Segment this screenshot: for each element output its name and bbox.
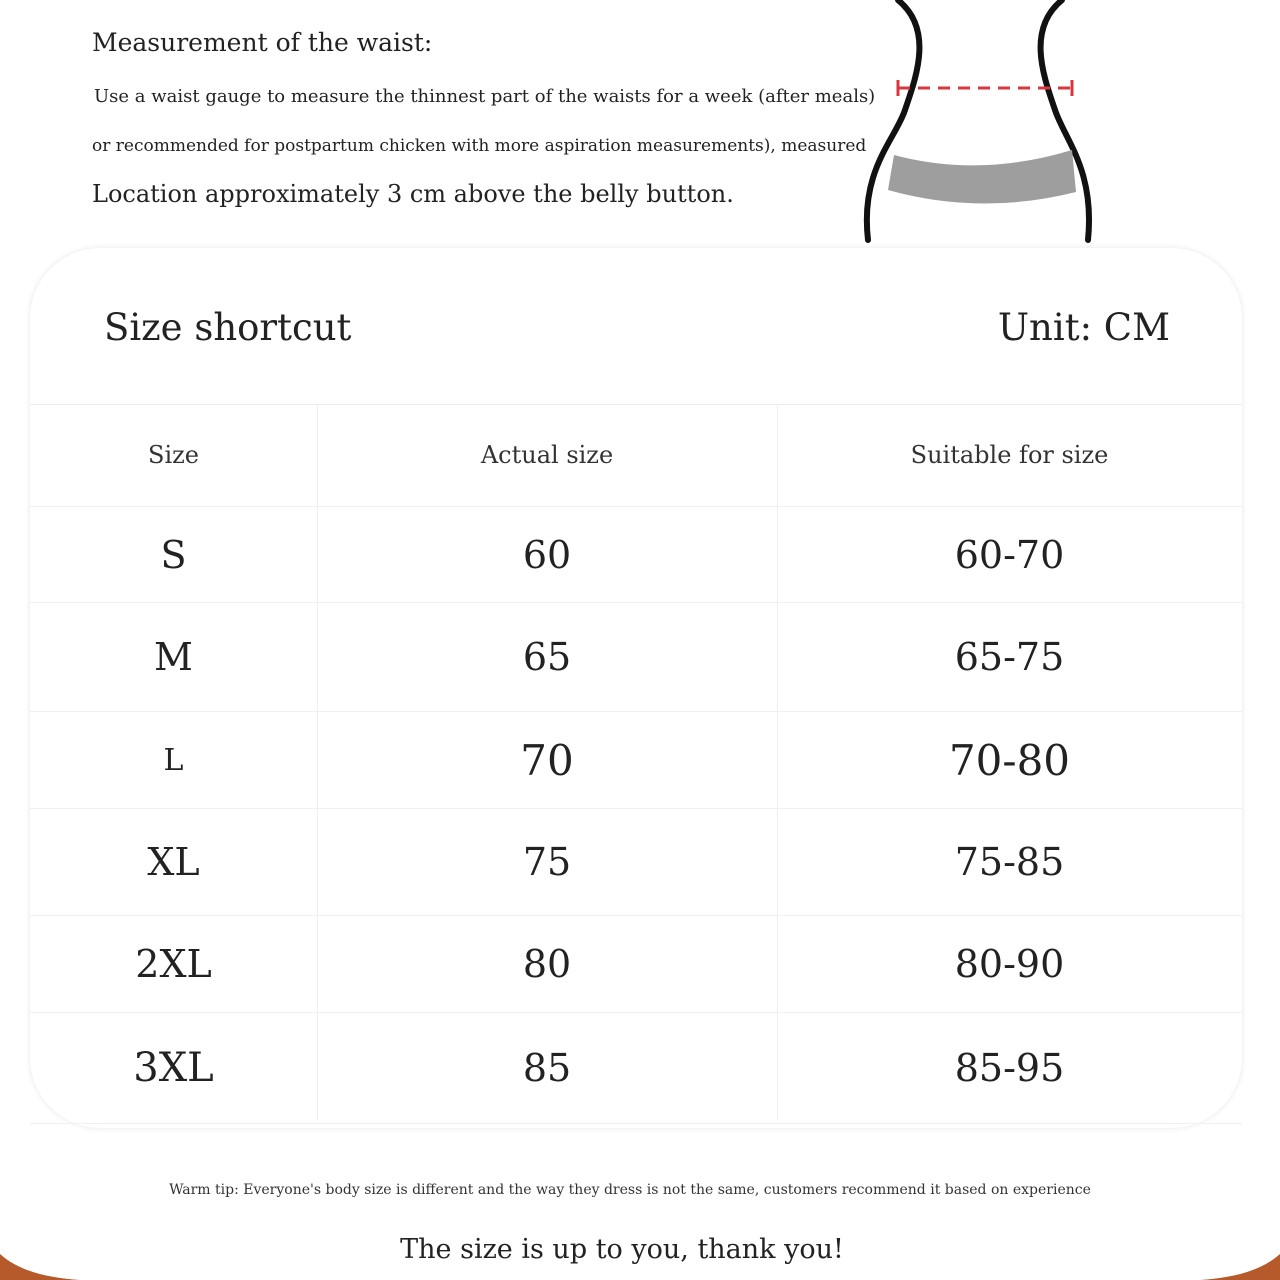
size-table [30,404,1242,1124]
size-chart-title: Size shortcut [104,306,352,349]
instructions-title: Measurement of the waist: [92,28,433,57]
table-header-row [30,404,1242,507]
thank-you-note: The size is up to you, thank you! [400,1234,844,1265]
cell-size: XL [147,840,200,884]
table-row [30,916,1242,1013]
body-outline-left [867,0,920,240]
instructions-line-1: Use a waist gauge to measure the thinnest part of the waists for a week (after meals) [94,86,876,107]
corner-accent-right [1200,1254,1280,1280]
corner-accent-left [0,1254,80,1280]
waist-measurement-illustration [850,0,1110,245]
cell-suitable-size: 60-70 [954,532,1065,577]
cell-actual-size: 85 [522,1046,572,1090]
body-outline-right [1041,0,1089,240]
waist-belt-band [888,150,1076,204]
cell-suitable-size: 85-95 [954,1046,1065,1090]
cell-actual-size: 75 [522,840,572,884]
cell-size: L [163,742,184,778]
instructions-line-2: or recommended for postpartum chicken with more aspiration measurements), measured [92,136,867,156]
header-suitable-size: Suitable for size [910,441,1109,469]
cell-actual-size: 60 [522,532,572,577]
warm-tip: Warm tip: Everyone's body size is different and the way they dress is not the same, customers recommend it based on experience [169,1182,1091,1198]
cell-suitable-size: 70-80 [948,735,1071,785]
cell-actual-size: 70 [520,735,574,785]
cell-suitable-size: 80-90 [954,942,1065,986]
size-chart-unit: Unit: CM [997,306,1170,349]
cell-actual-size: 80 [522,942,572,986]
instructions-line-3: Location approximately 3 cm above the belly button. [92,180,734,208]
header-size: Size [148,441,199,469]
cell-size: M [154,635,193,679]
header-actual-size: Actual size [480,441,614,469]
cell-suitable-size: 65-75 [954,635,1065,679]
cell-actual-size: 65 [522,635,572,679]
cell-size: 2XL [135,942,212,986]
table-row [30,809,1242,916]
table-row [30,712,1242,809]
table-row [30,507,1242,603]
size-chart-card [30,248,1242,1128]
cell-size: S [160,532,187,577]
cell-suitable-size: 75-85 [954,840,1065,884]
cell-size: 3XL [133,1045,214,1091]
table-row [30,1013,1242,1124]
table-row [30,603,1242,712]
